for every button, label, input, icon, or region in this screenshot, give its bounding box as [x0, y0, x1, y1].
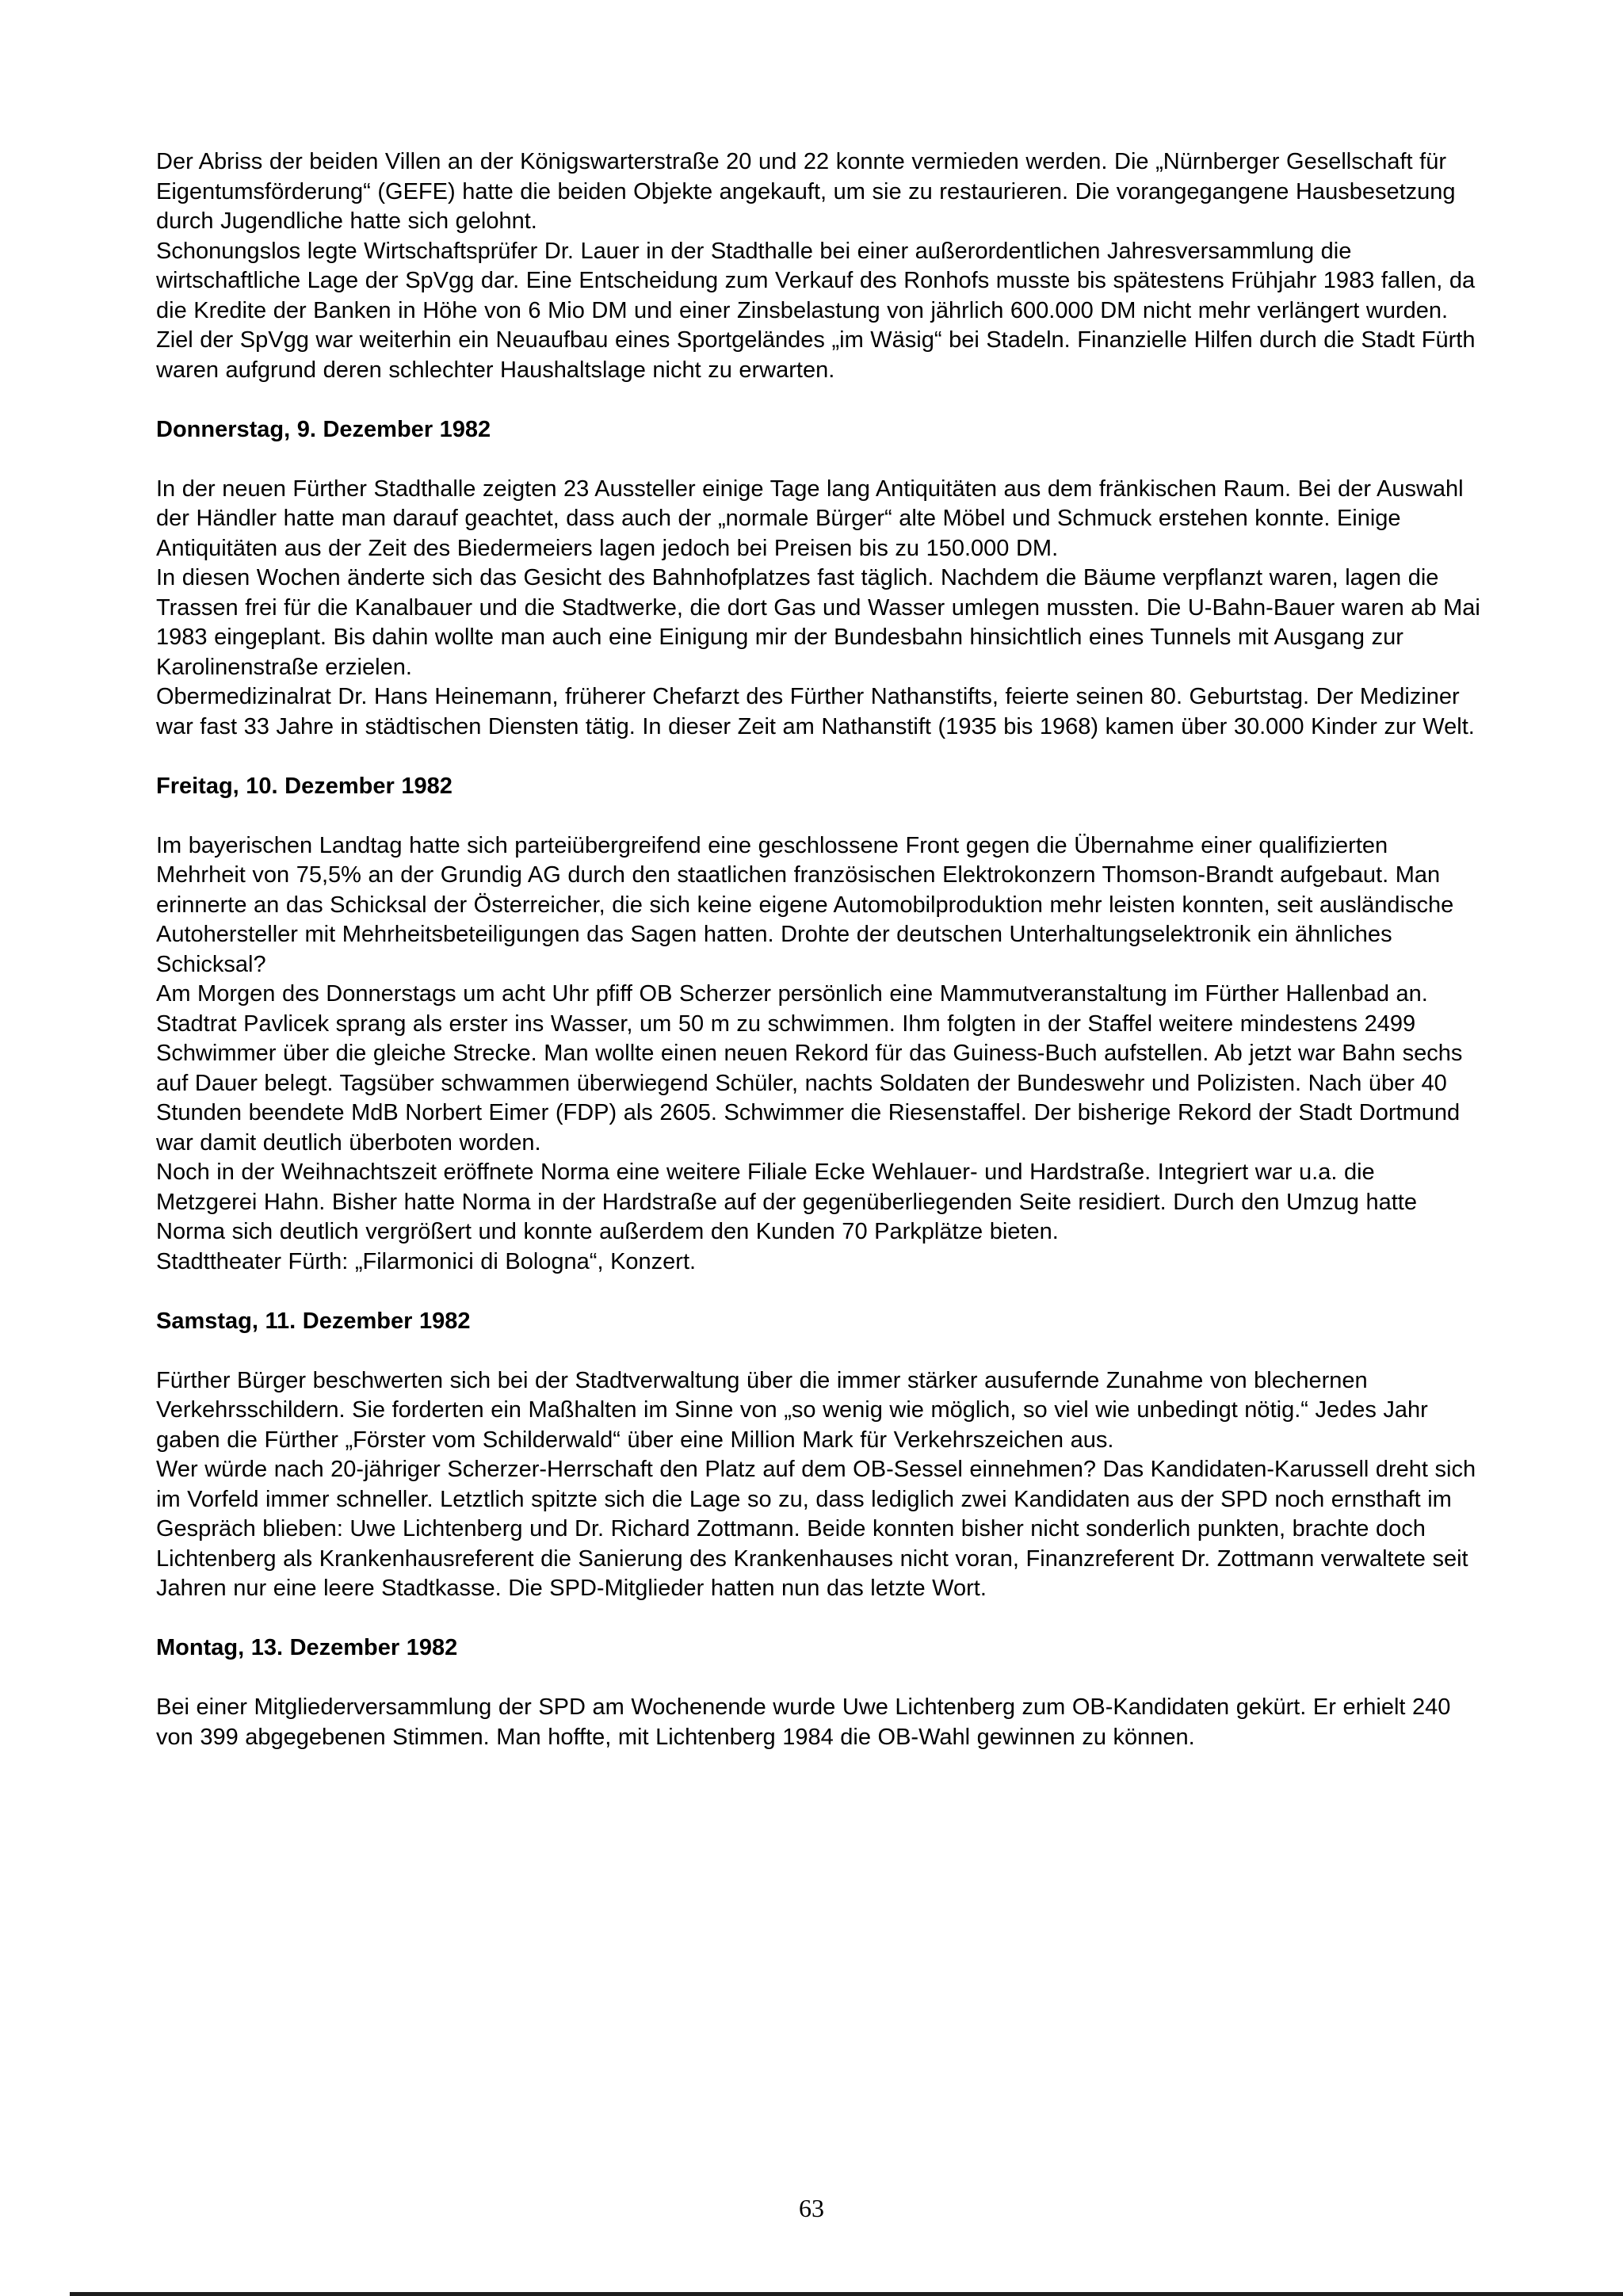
date-heading: Samstag, 11. Dezember 1982	[156, 1308, 471, 1334]
page-number: 63	[799, 2194, 824, 2222]
paragraph: In der neuen Fürther Stadthalle zeigten 23 Aussteller einige Tage lang Antiquitäten aus dem fränkischen Raum. Bei der Auswahl der Händler hatte man darauf geachtet, dass auch der „normale Bürger“ alte Möbel und Schmuck erstehen konnte. Einige Antiquitäten aus der Zeit des Biedermeiers lagen jedoch bei Preisen bis zu 150.000 DM.	[156, 476, 1464, 561]
scan-edge-artifact	[70, 2292, 1623, 2296]
paragraph: Noch in der Weihnachtszeit eröffnete Norma eine weitere Filiale Ecke Wehlauer- und Hardstraße. Integriert war u.a. die Metzgerei Hahn. Bisher hatte Norma in der Hardstraße auf der gegenüberliegenden Seite residiert. Durch den Umzug hatte Norma sich deutlich vergrößert und konnte außerdem den Kunden 70 Parkplätze bieten.	[156, 1159, 1417, 1244]
paragraph: Der Abriss der beiden Villen an der Königswarterstraße 20 und 22 konnte vermieden werden. Die „Nürnberger Gesellschaft für Eigentumsförderung“ (GEFE) hatte die beiden Objekte angekauft, um sie zu restaurieren. Die vorangegangene Hausbesetzung durch Jugendliche hatte sich gelohnt.	[156, 149, 1456, 234]
paragraph: Wer würde nach 20-jähriger Scherzer-Herrschaft den Platz auf dem OB-Sessel einnehmen? Das Kandidaten-Karussell dreht sich im Vorfeld immer schneller. Letztlich spitzte sich die Lage so zu, dass lediglich zwei Kandidaten aus der SPD noch ernsthaft im Gespräch blieben: Uwe Lichtenberg und Dr. Richard Zottmann. Beide konnten bisher nicht sonderlich punkten, brachte doch Lichtenberg als Krankenhausreferent die Sanierung des Krankenhauses nicht voran, Finanzreferent Dr. Zottmann verwaltete seit Jahren nur eine leere Stadtkasse. Die SPD-Mitglieder hatten nun das letzte Wort.	[156, 1457, 1476, 1601]
paragraph: In diesen Wochen änderte sich das Gesicht des Bahnhofplatzes fast täglich. Nachdem die Bäume verpflanzt waren, lagen die Trassen frei für die Kanalbauer und die Stadtwerke, die dort Gas und Wasser umlegen mussten. Die U-Bahn-Bauer waren ab Mai 1983 eingeplant. Bis dahin wollte man auch eine Einigung mir der Bundesbahn hinsichtlich eines Tunnels mit Ausgang zur Karolinenstraße erzielen.	[156, 565, 1480, 680]
paragraph: Am Morgen des Donnerstags um acht Uhr pfiff OB Scherzer persönlich eine Mammutveranstaltung im Fürther Hallenbad an. Stadtrat Pavlicek sprang als erster ins Wasser, um 50 m zu schwimmen. Ihm folgten in der Staffel weitere mindestens 2499 Schwimmer über die gleiche Strecke. Man wollte einen neuen Rekord für das Guiness-Buch aufstellen. Ab jetzt war Bahn sechs auf Dauer belegt. Tagsüber schwammen überwiegend Schüler, nachts Soldaten der Bundeswehr und Polizisten. Nach über 40 Stunden beendete MdB Norbert Eimer (FDP) als 2605. Schwimmer die Riesenstaffel. Der bisherige Rekord der Stadt Dortmund war damit deutlich überboten worden.	[156, 981, 1463, 1156]
date-heading: Montag, 13. Dezember 1982	[156, 1635, 458, 1660]
paragraph: Obermedizinalrat Dr. Hans Heinemann, früherer Chefarzt des Fürther Nathanstifts, feierte seinen 80. Geburtstag. Der Mediziner war fast 33 Jahre in städtischen Diensten tätig. In dieser Zeit am Nathanstift (1935 bis 1968) kamen über 30.000 Kinder zur Welt.	[156, 684, 1475, 739]
document-content	[156, 147, 1481, 1752]
date-heading: Donnerstag, 9. Dezember 1982	[156, 416, 491, 442]
paragraph: Schonungslos legte Wirtschaftsprüfer Dr. Lauer in der Stadthalle bei einer außerordentlichen Jahresversammlung die wirtschaftliche Lage der SpVgg dar. Eine Entscheidung zum Verkauf des Ronhofs musste bis spätestens Frühjahr 1983 fallen, da die Kredite der Banken in Höhe von 6 Mio DM und einer Zinsbelastung von jährlich 600.000 DM nicht mehr verlängert wurden. Ziel der SpVgg war weiterhin ein Neuaufbau eines Sportgeländes „im Wäsig“ bei Stadeln. Finanzielle Hilfen durch die Stadt Fürth waren aufgrund deren schlechter Haushaltslage nicht zu erwarten.	[156, 238, 1476, 383]
paragraph: Fürther Bürger beschwerten sich bei der Stadtverwaltung über die immer stärker ausufernde Zunahme von blechernen Verkehrsschildern. Sie forderten ein Maßhalten im Sinne von „so wenig wie möglich, so viel wie unbedingt nötig.“ Jedes Jahr gaben die Fürther „Förster vom Schilderwald“ über eine Million Mark für Verkehrszeichen aus.	[156, 1367, 1428, 1453]
paragraph: Bei einer Mitgliederversammlung der SPD am Wochenende wurde Uwe Lichtenberg zum OB-Kandidaten gekürt. Er erhielt 240 von 399 abgegebenen Stimmen. Man hoffte, mit Lichtenberg 1984 die OB-Wahl gewinnen zu können.	[156, 1694, 1451, 1750]
date-heading: Freitag, 10. Dezember 1982	[156, 773, 453, 799]
paragraph: Stadttheater Fürth: „Filarmonici di Bologna“, Konzert.	[156, 1248, 697, 1274]
paragraph: Im bayerischen Landtag hatte sich parteiübergreifend eine geschlossene Front gegen die Übernahme einer qualifizierten Mehrheit von 75,5% an der Grundig AG durch den staatlichen französischen Elektrokonzern Thomson-Brandt aufgebaut. Man erinnerte an das Schicksal der Österreicher, die sich keine eigene Automobilproduktion mehr leisten konnten, seit ausländische Autohersteller mit Mehrheitsbeteiligungen das Sagen hatten. Drohte der deutschen Unterhaltungselektronik ein ähnliches Schicksal?	[156, 832, 1454, 977]
